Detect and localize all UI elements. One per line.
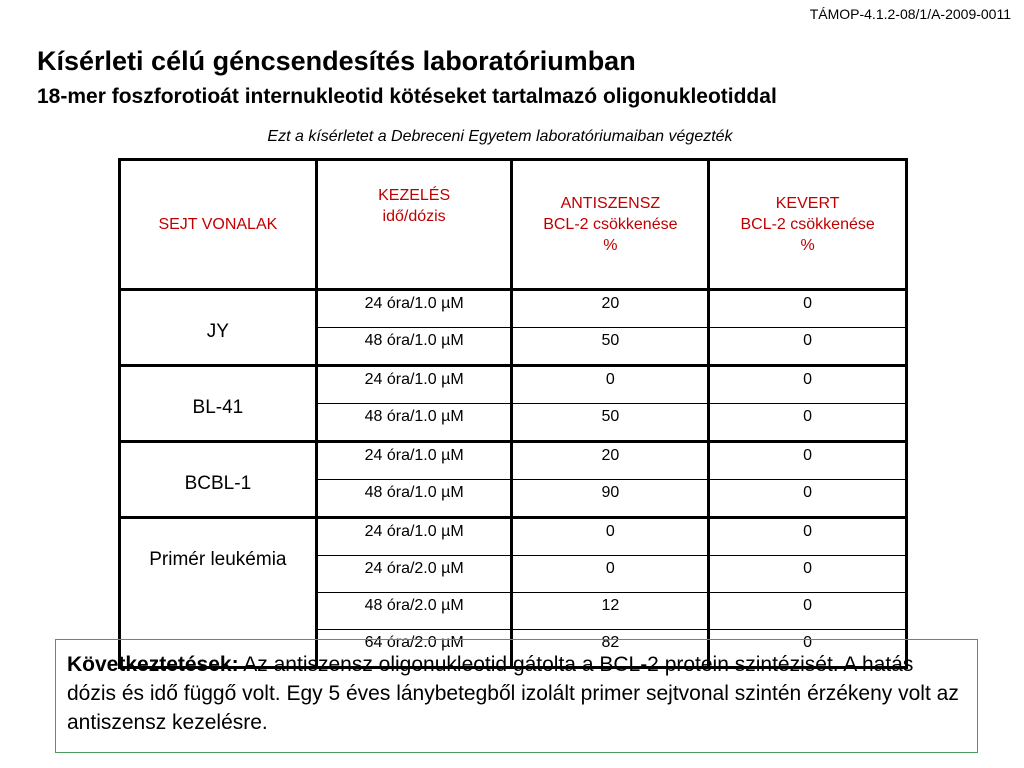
conclusions-lead: Következtetések:	[67, 653, 239, 676]
antisense-cell: 20	[512, 442, 709, 480]
header-line: KEVERT	[775, 195, 840, 212]
cell-line-name: JY	[120, 290, 317, 366]
mixed-cell: 0	[709, 442, 907, 480]
header-line: BCL-2 csökkenése	[543, 216, 678, 233]
table-row	[120, 366, 907, 404]
antisense-cell: 50	[512, 328, 709, 366]
mixed-cell: 0	[709, 290, 907, 328]
mixed-cell: 0	[709, 556, 907, 593]
antisense-cell: 0	[512, 366, 709, 404]
header-line: idő/dózis	[382, 208, 446, 225]
header-line: ANTISZENSZ	[560, 195, 661, 212]
header-line: BCL-2 csökkenése	[740, 216, 875, 233]
antisense-cell: 90	[512, 480, 709, 518]
mixed-cell: 0	[709, 518, 907, 556]
mixed-cell: 0	[709, 328, 907, 366]
mixed-cell: 0	[709, 404, 907, 442]
conclusions-box	[55, 639, 978, 753]
header-line: SEJT VONALAK	[158, 216, 278, 233]
treatment-cell: 24 óra/1.0 µM	[316, 290, 512, 328]
treatment-cell: 48 óra/1.0 µM	[316, 480, 512, 518]
treatment-cell: 24 óra/1.0 µM	[316, 366, 512, 404]
cell-line-name: BL-41	[120, 366, 317, 442]
treatment-cell: 24 óra/1.0 µM	[316, 518, 512, 556]
treatment-cell: 24 óra/1.0 µM	[316, 442, 512, 480]
cell-line-name: Primér leukémia	[120, 518, 317, 668]
results-body	[120, 290, 907, 668]
results-table	[118, 158, 908, 669]
conclusions-text: Az antiszensz oligonukleotid gátolta a BCL-2 protein szintézisét. A hatás dózis és idő függő volt. Egy 5 éves lánybetegből izolált primer sejtvonal szintén érzékeny volt az antiszensz kezelésre.	[67, 653, 959, 734]
treatment-cell: 48 óra/1.0 µM	[316, 328, 512, 366]
antisense-cell: 12	[512, 593, 709, 630]
table-row	[120, 518, 907, 556]
antisense-cell: 50	[512, 404, 709, 442]
experiment-note: Ezt a kísérletet a Debreceni Egyetem laboratóriumaiban végezték	[267, 128, 733, 145]
header-treatment	[316, 160, 512, 290]
table-row	[120, 442, 907, 480]
treatment-cell: 24 óra/2.0 µM	[316, 556, 512, 593]
header-line: KEZELÉS	[378, 187, 451, 204]
cell-line-name: BCBL-1	[120, 442, 317, 518]
header-mixed	[709, 160, 907, 290]
header-cell-lines	[120, 160, 317, 290]
header-line: %	[800, 237, 815, 254]
antisense-cell: 20	[512, 290, 709, 328]
mixed-cell: 0	[709, 593, 907, 630]
treatment-cell: 48 óra/1.0 µM	[316, 404, 512, 442]
table-row	[120, 290, 907, 328]
antisense-cell: 82	[512, 630, 709, 668]
header-antisense	[512, 160, 709, 290]
page-subtitle: 18-mer foszforotioát internukleotid kötéseket tartalmazó oligonukleotiddal	[37, 85, 777, 108]
header-line: %	[603, 237, 618, 254]
antisense-cell: 0	[512, 556, 709, 593]
mixed-cell: 0	[709, 630, 907, 668]
page-title: Kísérleti célú géncsendesítés laboratóriumban	[37, 46, 636, 76]
treatment-cell: 48 óra/2.0 µM	[316, 593, 512, 630]
project-code: TÁMOP-4.1.2-08/1/A-2009-0011	[809, 6, 1011, 22]
mixed-cell: 0	[709, 366, 907, 404]
treatment-cell: 64 óra/2.0 µM	[316, 630, 512, 668]
table-header-row	[120, 160, 907, 290]
antisense-cell: 0	[512, 518, 709, 556]
mixed-cell: 0	[709, 480, 907, 518]
